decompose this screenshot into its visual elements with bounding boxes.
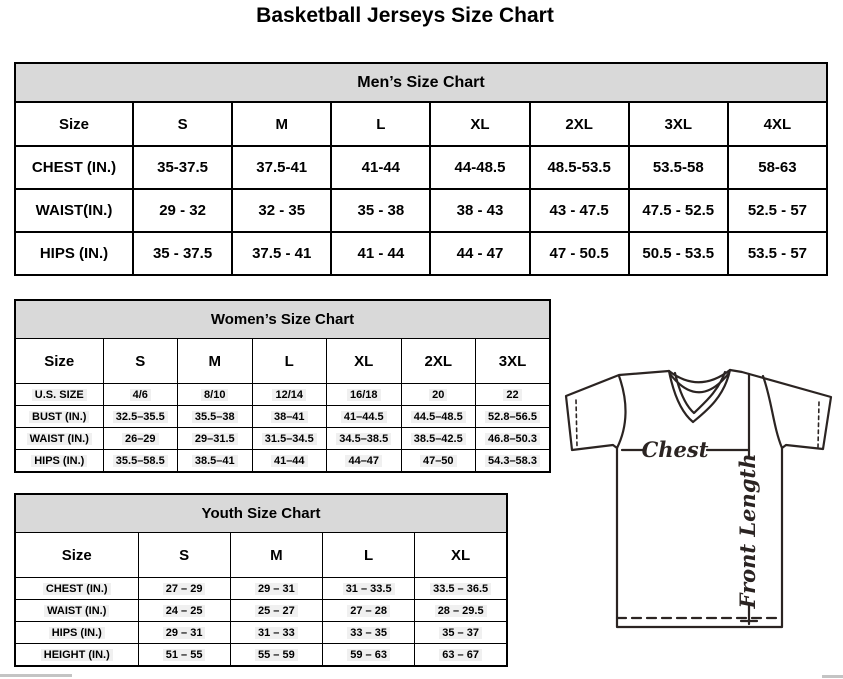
value-cell xyxy=(415,622,507,644)
value-cell xyxy=(629,146,728,189)
table-row xyxy=(15,622,507,644)
cell-value: 43 - 47.5 xyxy=(549,202,609,219)
value-cell xyxy=(401,450,476,473)
row-label: BUST (IN.) xyxy=(29,411,89,423)
value-cell xyxy=(530,189,629,232)
column-header-cell: S xyxy=(138,533,230,578)
row-label: HEIGHT (IN.) xyxy=(41,649,113,661)
value-cell xyxy=(629,189,728,232)
page-title: Basketball Jerseys Size Chart xyxy=(256,4,554,27)
column-header-cell: S xyxy=(103,339,178,384)
cell-value: 28 – 29.5 xyxy=(435,605,487,617)
cell-value: 59 – 63 xyxy=(347,649,390,661)
value-cell xyxy=(327,406,402,428)
cell-value: 29–31.5 xyxy=(192,433,238,445)
value-cell xyxy=(133,189,232,232)
value-cell xyxy=(401,428,476,450)
cell-value: 44.5–48.5 xyxy=(411,411,466,423)
cell-value: 46.8–50.3 xyxy=(485,433,540,445)
table-row xyxy=(15,146,827,189)
mens-size-table xyxy=(14,62,828,276)
chest-label: Chest xyxy=(641,437,709,462)
value-cell xyxy=(476,450,551,473)
value-cell xyxy=(430,146,529,189)
cell-value: 48.5-53.5 xyxy=(547,159,611,176)
value-cell xyxy=(103,384,178,406)
column-header-cell: XL xyxy=(327,339,402,384)
table-row xyxy=(15,428,550,450)
value-cell xyxy=(401,384,476,406)
cell-value: 38–41 xyxy=(271,411,308,423)
cell-value: 35-37.5 xyxy=(157,159,208,176)
value-cell xyxy=(323,600,415,622)
row-label-cell xyxy=(15,578,138,600)
value-cell xyxy=(252,428,327,450)
row-label-cell xyxy=(15,146,133,189)
table-row xyxy=(15,600,507,622)
column-header-cell: Size xyxy=(15,339,103,384)
value-cell xyxy=(331,189,430,232)
womens-table-title: Women’s Size Chart xyxy=(15,300,550,339)
cell-value: 44 - 47 xyxy=(456,245,504,262)
front-length-label: Front Length xyxy=(735,453,760,609)
row-label: CHEST (IN.) xyxy=(43,583,111,595)
row-label: HIPS (IN.) xyxy=(31,455,87,467)
value-cell xyxy=(138,600,230,622)
cell-value: 54.3–58.3 xyxy=(485,455,540,467)
value-cell xyxy=(415,578,507,600)
row-label: HIPS (IN.) xyxy=(39,245,109,262)
cell-value: 25 – 27 xyxy=(255,605,298,617)
column-header-cell: 2XL xyxy=(401,339,476,384)
value-cell xyxy=(728,189,827,232)
cell-value: 47 - 50.5 xyxy=(549,245,609,262)
cell-value: 29 – 31 xyxy=(255,583,298,595)
value-cell xyxy=(327,450,402,473)
cell-value: 33.5 – 36.5 xyxy=(430,583,491,595)
value-cell xyxy=(252,450,327,473)
row-label-cell xyxy=(15,189,133,232)
cell-value: 22 xyxy=(503,389,521,401)
cell-value: 41–44.5 xyxy=(341,411,387,423)
cell-value: 31.5–34.5 xyxy=(262,433,317,445)
cell-value: 41-44 xyxy=(361,159,401,176)
cell-value: 50.5 - 53.5 xyxy=(642,245,715,262)
value-cell xyxy=(178,450,253,473)
cell-value: 27 – 29 xyxy=(163,583,206,595)
row-label-cell xyxy=(15,622,138,644)
value-cell xyxy=(178,384,253,406)
cell-value: 47–50 xyxy=(420,455,457,467)
value-cell xyxy=(728,146,827,189)
row-label-cell xyxy=(15,384,103,406)
value-cell xyxy=(327,384,402,406)
value-cell xyxy=(415,600,507,622)
cell-value: 35.5–38 xyxy=(192,411,238,423)
value-cell xyxy=(530,146,629,189)
cell-value: 35 – 37 xyxy=(439,627,482,639)
value-cell xyxy=(323,644,415,667)
cell-value: 63 – 67 xyxy=(439,649,482,661)
column-header-cell: M xyxy=(232,102,331,146)
value-cell xyxy=(252,406,327,428)
value-cell xyxy=(401,406,476,428)
cell-value: 44-48.5 xyxy=(454,159,506,176)
row-label-cell xyxy=(15,232,133,275)
table-row xyxy=(15,232,827,275)
value-cell xyxy=(331,146,430,189)
cell-value: 37.5 - 41 xyxy=(252,245,312,262)
youth-table xyxy=(14,493,508,667)
cell-value: 33 – 35 xyxy=(347,627,390,639)
row-label-cell xyxy=(15,450,103,473)
column-header-cell: 3XL xyxy=(629,102,728,146)
value-cell xyxy=(138,644,230,667)
value-cell xyxy=(230,644,322,667)
row-label-cell xyxy=(15,644,138,667)
column-header-cell: 2XL xyxy=(530,102,629,146)
value-cell xyxy=(133,232,232,275)
horizontal-scrollbar-fragment-right[interactable] xyxy=(822,675,843,678)
cell-value: 44–47 xyxy=(345,455,382,467)
value-cell xyxy=(476,406,551,428)
cell-value: 37.5-41 xyxy=(256,159,308,176)
row-label-cell xyxy=(15,406,103,428)
mens-table xyxy=(14,62,828,276)
cell-value: 26–29 xyxy=(122,433,159,445)
cell-value: 4/6 xyxy=(130,389,151,401)
cell-value: 34.5–38.5 xyxy=(336,433,391,445)
cell-value: 32 - 35 xyxy=(258,202,306,219)
column-header-cell: Size xyxy=(15,533,138,578)
value-cell xyxy=(103,428,178,450)
table-row xyxy=(15,384,550,406)
right-sleeve-seam-line xyxy=(763,376,782,448)
left-sleeve-seam-line xyxy=(617,376,626,448)
row-label: U.S. SIZE xyxy=(32,389,87,401)
column-header-cell: Size xyxy=(15,102,133,146)
value-cell xyxy=(103,406,178,428)
row-label: CHEST (IN.) xyxy=(31,159,117,176)
left-sleeve-stitch-line xyxy=(576,400,577,446)
column-header-cell: L xyxy=(252,339,327,384)
cell-value: 8/10 xyxy=(201,389,228,401)
cell-value: 20 xyxy=(429,389,447,401)
value-cell xyxy=(232,189,331,232)
cell-value: 16/18 xyxy=(347,389,381,401)
cell-value: 38.5–41 xyxy=(192,455,238,467)
column-header-cell: 4XL xyxy=(728,102,827,146)
value-cell xyxy=(323,578,415,600)
value-cell xyxy=(230,622,322,644)
cell-value: 53.5-58 xyxy=(652,159,704,176)
column-header-cell: M xyxy=(178,339,253,384)
cell-value: 47.5 - 52.5 xyxy=(642,202,715,219)
cell-value: 55 – 59 xyxy=(255,649,298,661)
value-cell xyxy=(138,622,230,644)
cell-value: 53.5 - 57 xyxy=(747,245,808,262)
cell-value: 27 – 28 xyxy=(347,605,390,617)
value-cell xyxy=(252,384,327,406)
cell-value: 29 - 32 xyxy=(159,202,206,219)
value-cell xyxy=(415,644,507,667)
table-row xyxy=(15,189,827,232)
mens-table-title: Men’s Size Chart xyxy=(15,63,827,102)
cell-value: 12/14 xyxy=(272,389,306,401)
column-header-cell: XL xyxy=(430,102,529,146)
value-cell xyxy=(103,450,178,473)
value-cell xyxy=(230,578,322,600)
cell-value: 38.5–42.5 xyxy=(411,433,466,445)
value-cell xyxy=(178,406,253,428)
cell-value: 52.5 - 57 xyxy=(747,202,808,219)
column-header-cell: L xyxy=(331,102,430,146)
horizontal-scrollbar-fragment-left[interactable] xyxy=(0,674,72,677)
value-cell xyxy=(323,622,415,644)
row-label: WAIST (IN.) xyxy=(44,605,109,617)
column-header-cell: 3XL xyxy=(476,339,551,384)
row-label: WAIST (IN.) xyxy=(27,433,92,445)
cell-value: 38 - 43 xyxy=(456,202,504,219)
table-row xyxy=(15,644,507,667)
column-header-cell: XL xyxy=(415,533,507,578)
cell-value: 35.5–58.5 xyxy=(113,455,168,467)
table-row xyxy=(15,578,507,600)
cell-value: 32.5–35.5 xyxy=(113,411,168,423)
cell-value: 31 – 33 xyxy=(255,627,298,639)
value-cell xyxy=(430,232,529,275)
row-label-cell xyxy=(15,600,138,622)
youth-size-table xyxy=(14,493,508,667)
cell-value: 58-63 xyxy=(758,159,797,176)
womens-size-table xyxy=(14,299,551,473)
row-label-cell xyxy=(15,428,103,450)
jersey-measurement-diagram xyxy=(556,356,842,646)
value-cell xyxy=(230,600,322,622)
cell-value: 31 – 33.5 xyxy=(343,583,395,595)
table-row xyxy=(15,406,550,428)
row-label: HIPS (IN.) xyxy=(49,627,105,639)
value-cell xyxy=(133,146,232,189)
value-cell xyxy=(232,232,331,275)
value-cell xyxy=(476,384,551,406)
value-cell xyxy=(430,189,529,232)
womens-table xyxy=(14,299,551,473)
value-cell xyxy=(530,232,629,275)
value-cell xyxy=(232,146,331,189)
value-cell xyxy=(476,428,551,450)
youth-table-title: Youth Size Chart xyxy=(15,494,507,533)
value-cell xyxy=(728,232,827,275)
cell-value: 52.8–56.5 xyxy=(485,411,540,423)
cell-value: 24 – 25 xyxy=(163,605,206,617)
cell-value: 41–44 xyxy=(271,455,308,467)
cell-value: 35 - 38 xyxy=(357,202,405,219)
column-header-cell: L xyxy=(323,533,415,578)
cell-value: 41 - 44 xyxy=(357,245,405,262)
value-cell xyxy=(629,232,728,275)
cell-value: 29 – 31 xyxy=(163,627,206,639)
column-header-cell: S xyxy=(133,102,232,146)
value-cell xyxy=(178,428,253,450)
cell-value: 51 – 55 xyxy=(163,649,206,661)
table-row xyxy=(15,450,550,473)
value-cell xyxy=(331,232,430,275)
column-header-cell: M xyxy=(230,533,322,578)
value-cell xyxy=(138,578,230,600)
row-label: WAIST(IN.) xyxy=(35,202,113,219)
value-cell xyxy=(327,428,402,450)
cell-value: 35 - 37.5 xyxy=(152,245,213,262)
right-sleeve-stitch-line xyxy=(818,402,819,447)
